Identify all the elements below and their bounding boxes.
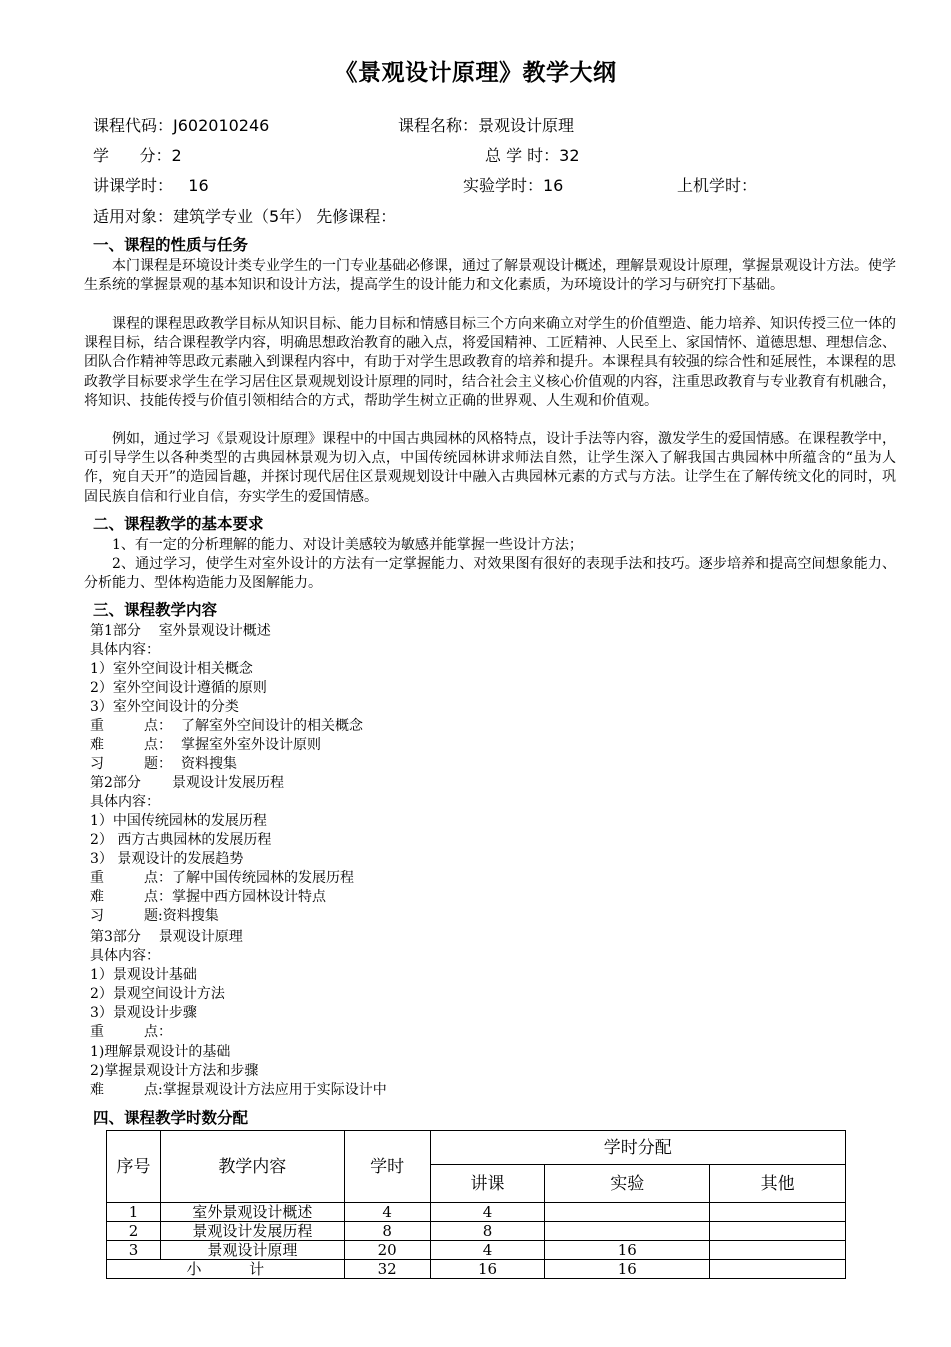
header-content: 教学内容 <box>160 1131 344 1203</box>
content-line: 2）室外空间设计遵循的原则 <box>90 680 267 696</box>
header-no: 序号 <box>107 1131 161 1203</box>
subtotal-row <box>107 1260 846 1279</box>
row-hours: 4 <box>344 1203 430 1222</box>
lecture-hours: 讲课学时： 16 <box>93 176 209 195</box>
content-line: 3）室外空间设计的分类 <box>90 699 239 715</box>
content-line: 第2部分 景观设计发展历程 <box>90 775 285 791</box>
row-content: 景观设计发展历程 <box>160 1222 344 1241</box>
row-lecture: 8 <box>430 1222 545 1241</box>
content-line: 3）景观设计步骤 <box>90 1005 197 1021</box>
section-2-paragraph-2: 2、通过学习，使学生对室外设计的方法有一定掌握能力、对效果图有很好的表现手法和技巧。逐步培养和提高空间想象能力、分析能力、型体构造能力及图解能力。 <box>84 556 896 592</box>
section-2-paragraph-1: 1、有一定的分析理解的能力、对设计美感较为敏感并能掌握一些设计方法； <box>112 537 583 553</box>
row-other <box>710 1222 846 1241</box>
document-title: 《景观设计原理》教学大纲 <box>334 60 617 86</box>
subtotal-other <box>710 1260 846 1279</box>
row-lab: 16 <box>545 1241 710 1260</box>
content-line: 1)理解景观设计的基础 <box>90 1044 231 1060</box>
row-hours: 8 <box>344 1222 430 1241</box>
row-no: 2 <box>107 1222 161 1241</box>
header-lecture: 讲课 <box>430 1165 545 1203</box>
content-line: 难 点:掌握景观设计方法应用于实际设计中 <box>90 1082 387 1098</box>
content-line: 具体内容： <box>90 948 160 964</box>
row-no: 3 <box>107 1241 161 1260</box>
section-1-title: 一、课程的性质与任务 <box>93 236 249 254</box>
content-line: 具体内容： <box>90 794 160 810</box>
section-1-paragraph-2: 课程的课程思政教学目标从知识目标、能力目标和情感目标三个方向来确立对学生的价值塑造、能力培养、知识传授三位一体的课程目标，结合课程教学内容，明确思想政治教育的融入点，将爱国精神、工匠精神、人民至上、家国情怀、道德思想、理想信念、团队合作精神等思政元素融入到课程内容中，有助于对学生思政教育的培养和提升。本课程具有较强的综合性和延展性，本课程的思政教学目标要求学生在学习居住区景观规划设计原理的同时，结合社会主义核心价值观的内容，注重思政教育与专业教育有机融合，将知识、技能传授与价值引领相结合的方式，帮助学生树立正确的世界观、人生观和价值观。 <box>84 316 896 409</box>
content-line: 1）室外空间设计相关概念 <box>90 661 253 677</box>
course-credits: 学 分：2 <box>93 146 182 165</box>
content-line: 重 点：了解中国传统园林的发展历程 <box>90 870 355 886</box>
section-1-paragraph-3: 例如，通过学习《景观设计原理》课程中的中国古典园林的风格特点，设计手法等内容，激发学生的爱国情感。在课程教学中，可引导学生以各种类型的古典园林景观为切入点，中国传统园林讲求师法自然，让学生深入了解我国古典园林中所蕴含的“虽为人作，宛自天开”的造园旨趣，并探讨现代居住区景观规划设计中融入古典园林元素的方式与方法。让学生在了解传统文化的同时，巩固民族自信和行业自信，夯实学生的爱国情感。 <box>84 431 896 505</box>
content-line: 第1部分 室外景观设计概述 <box>90 623 271 639</box>
course-audience: 适用对象：建筑学专业（5年） 先修课程： <box>93 207 397 226</box>
row-other <box>710 1203 846 1222</box>
content-line: 习 题： 资料搜集 <box>90 756 237 772</box>
subtotal-hours: 32 <box>344 1260 430 1279</box>
section-3-title: 三、课程教学内容 <box>93 601 218 619</box>
lab-hours: 实验学时：16 <box>463 176 564 195</box>
hours-table <box>106 1130 846 1279</box>
header-lab: 实验 <box>545 1165 710 1203</box>
content-line: 难 点： 掌握室外室外设计原则 <box>90 737 321 753</box>
row-no: 1 <box>107 1203 161 1222</box>
row-content: 景观设计原理 <box>160 1241 344 1260</box>
content-line: 第3部分 景观设计原理 <box>90 929 243 945</box>
content-line: 难 点：掌握中西方园林设计特点 <box>90 889 327 905</box>
subtotal-lab: 16 <box>545 1260 710 1279</box>
course-code: 课程代码：J602010246 <box>93 116 270 135</box>
content-line: 1）中国传统园林的发展历程 <box>90 813 267 829</box>
content-line: 2）景观空间设计方法 <box>90 986 225 1002</box>
row-hours: 20 <box>344 1241 430 1260</box>
row-lab <box>545 1222 710 1241</box>
section-2-title: 二、课程教学的基本要求 <box>93 515 264 533</box>
subtotal-label: 小 计 <box>107 1260 345 1279</box>
content-line: 重 点： <box>90 1024 173 1040</box>
content-line: 2） 西方古典园林的发展历程 <box>90 832 272 848</box>
row-lecture: 4 <box>430 1203 545 1222</box>
table-row <box>107 1222 846 1241</box>
content-line: 1）景观设计基础 <box>90 967 197 983</box>
content-line: 具体内容： <box>90 642 160 658</box>
header-other: 其他 <box>710 1165 846 1203</box>
total-hours: 总 学 时：32 <box>485 146 580 165</box>
row-lecture: 4 <box>430 1241 545 1260</box>
content-line: 3） 景观设计的发展趋势 <box>90 851 244 867</box>
computer-hours: 上机学时： <box>677 176 758 195</box>
table-row <box>107 1203 846 1222</box>
table-row <box>107 1241 846 1260</box>
subtotal-lecture: 16 <box>430 1260 545 1279</box>
content-line: 重 点： 了解室外空间设计的相关概念 <box>90 718 363 734</box>
header-distribution: 学时分配 <box>430 1131 845 1165</box>
row-content: 室外景观设计概述 <box>160 1203 344 1222</box>
content-line: 2)掌握景观设计方法和步骤 <box>90 1063 259 1079</box>
section-1-paragraph-1: 本门课程是环境设计类专业学生的一门专业基础必修课，通过了解景观设计概述，理解景观设计原理，掌握景观设计方法。使学生系统的掌握景观的基本知识和设计方法，提高学生的设计能力和文化素质，为环境设计的学习与研究打下基础。 <box>84 258 896 294</box>
header-hours: 学时 <box>344 1131 430 1203</box>
content-line: 习 题:资料搜集 <box>90 908 219 924</box>
row-lab <box>545 1203 710 1222</box>
section-4-title: 四、课程教学时数分配 <box>93 1109 249 1127</box>
course-name: 课程名称：景观设计原理 <box>398 116 575 135</box>
row-other <box>710 1241 846 1260</box>
